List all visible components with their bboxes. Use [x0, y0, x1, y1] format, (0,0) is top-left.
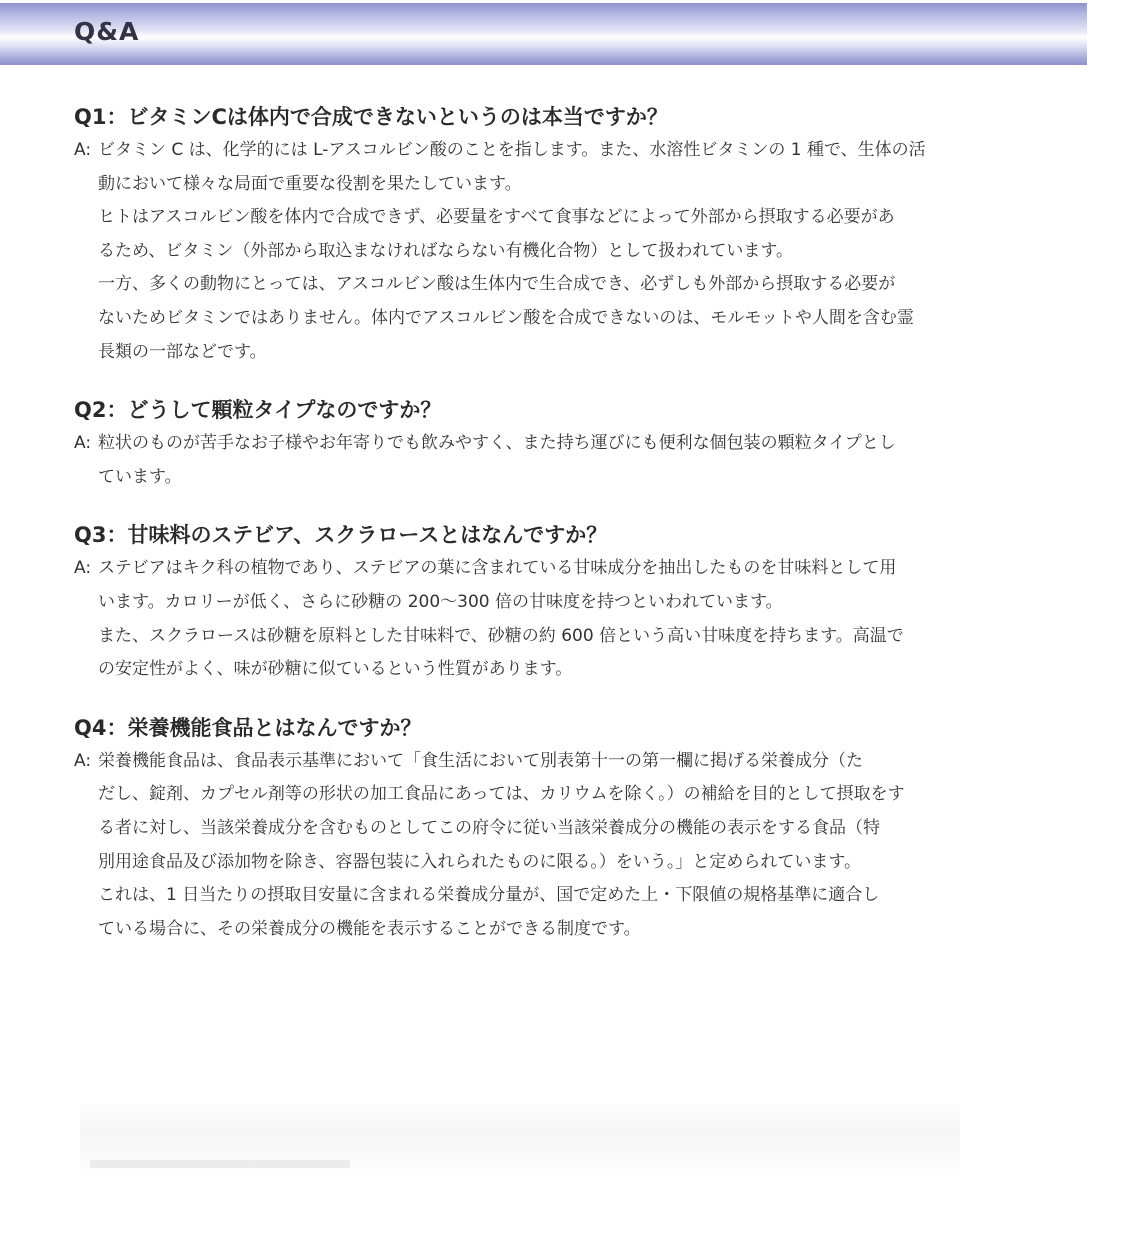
answer-line: これは、1 日当たりの摂取目安量に含まれる栄養成分量が、国で定めた上・下限値の規格基準に適合し	[98, 885, 880, 906]
answer-line: るため、ビタミン（外部から取込まなければならない有機化合物）として扱われています。	[98, 240, 793, 261]
qa-item-q1	[74, 100, 994, 369]
scan-artifact	[80, 1100, 960, 1180]
qa-item-q3	[74, 518, 994, 686]
answer-line: ヒトはアスコルビン酸を体内で合成できず、必要量をすべて食事などによって外部から摂取する必要があ	[98, 207, 895, 228]
answer-prefix: A:	[74, 558, 92, 579]
qa-item-q4	[74, 711, 994, 947]
answer-line: の安定性がよく、味が砂糖に似ているという性質があります。	[98, 659, 573, 680]
answer-block	[74, 134, 994, 369]
answer-line: だし、錠剤、カプセル剤等の形状の加工食品にあっては、カリウムを除く。）の補給を目的として摂取をす	[98, 784, 905, 805]
answer-line: 一方、多くの動物にとっては、アスコルビン酸は生体内で生合成でき、必ずしも外部から摂取する必要が	[98, 274, 896, 295]
answer-prefix: A:	[74, 433, 92, 454]
answer-line: ビタミン C は、化学的には L-アスコルビン酸のことを指します。また、水溶性ビタミンの 1 種で、生体の活	[98, 140, 926, 160]
answer-prefix: A:	[74, 750, 92, 771]
qa-item-q2	[74, 393, 994, 494]
question-heading: Q4：栄養機能食品とはなんですか？	[74, 715, 422, 740]
page-title: Q&A	[74, 17, 140, 46]
answer-line: ステビアはキク科の植物であり、ステビアの葉に含まれている甘味成分を抽出したものを甘味料として用	[98, 558, 897, 579]
answer-line: また、スクラロースは砂糖を原料とした甘味料で、砂糖の約 600 倍という高い甘味度を持ちます。高温で	[98, 625, 904, 646]
answer-block	[74, 427, 994, 494]
question-heading: Q1：ビタミンCは体内で合成できないというのは本当ですか？	[74, 105, 668, 129]
header-band	[0, 3, 1087, 65]
answer-prefix: A:	[74, 140, 92, 160]
qa-list	[74, 100, 994, 970]
scan-artifact	[90, 1160, 350, 1168]
answer-line: ています。	[98, 466, 182, 487]
answer-line: 粒状のものが苦手なお子様やお年寄りでも飲みやすく、また持ち運びにも便利な個包装の顆粒タイプとし	[98, 433, 896, 454]
answer-block	[74, 552, 994, 686]
answer-line: 長類の一部などです。	[98, 341, 267, 362]
answer-line: います。カロリーが低く、さらに砂糖の 200～300 倍の甘味度を持つといわれています。	[98, 591, 783, 612]
answer-line: 栄養機能食品は、食品表示基準において「食生活において別表第十一の第一欄に掲げる栄養成分（た	[98, 750, 863, 771]
answer-line: 動において様々な局面で重要な役割を果たしています。	[98, 173, 522, 194]
question-heading: Q2：どうして顆粒タイプなのですか？	[74, 398, 442, 423]
answer-line: る者に対し、当該栄養成分を含むものとしてこの府令に従い当該栄養成分の機能の表示をする食品（特	[98, 817, 880, 838]
answer-line: ないためビタミンではありません。体内でアスコルビン酸を合成できないのは、モルモットや人間を含む霊	[98, 307, 914, 328]
answer-block	[74, 745, 994, 947]
question-heading: Q3：甘味料のステビア、スクラロースとはなんですか？	[74, 523, 608, 548]
answer-line: ている場合に、その栄養成分の機能を表示することができる制度です。	[98, 918, 641, 939]
answer-line: 別用途食品及び添加物を除き、容器包装に入れられたものに限る。）をいう。」と定められています。	[98, 851, 861, 872]
